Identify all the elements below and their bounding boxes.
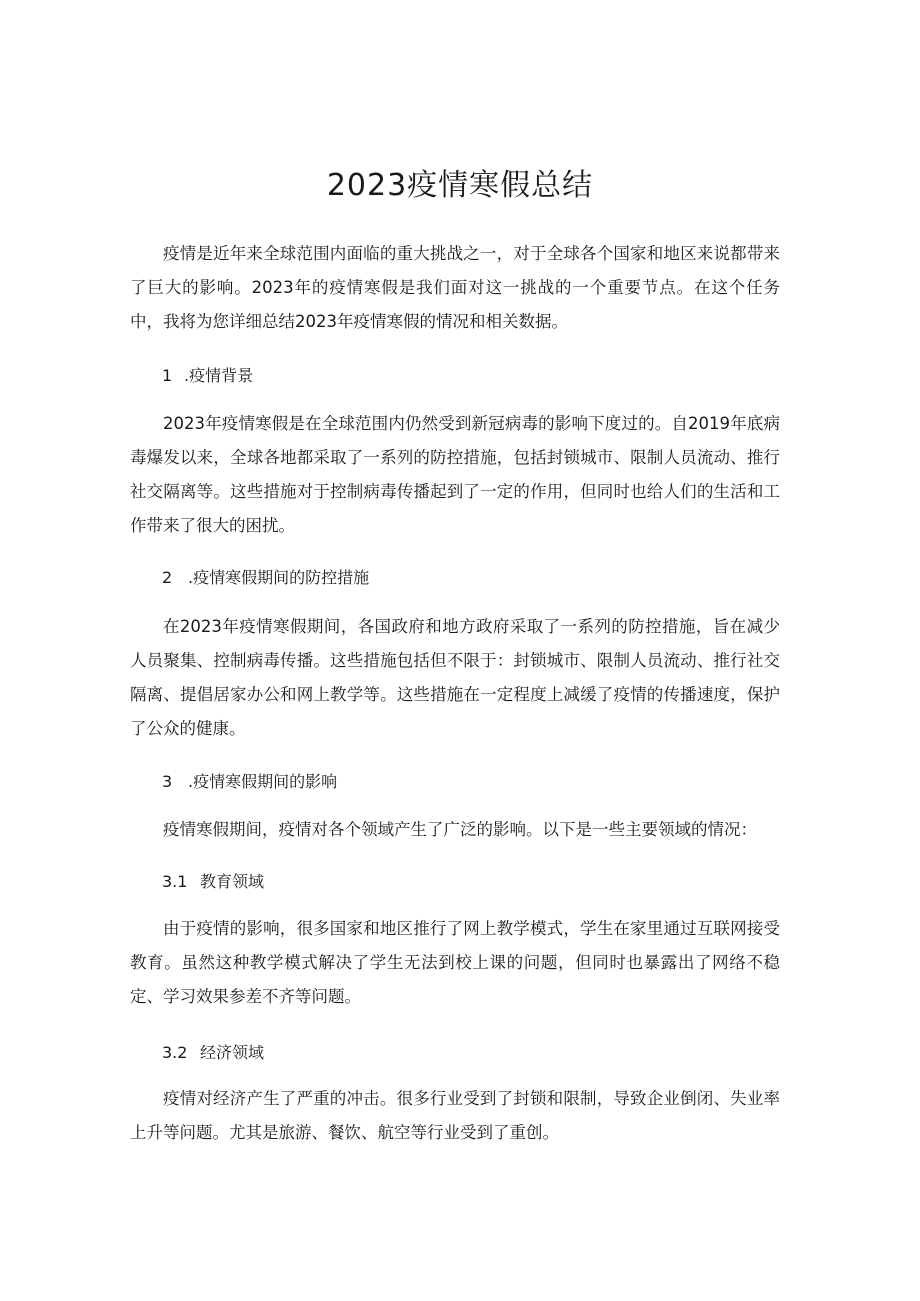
section-number: 1 [162,366,173,385]
subsection-body-3-1: 由于疫情的影响，很多国家和地区推行了网上教学模式，学生在家里通过互联网接受教育。虽然这种教学模式解决了学生无法到校上课的问题，但同时也暴露出了网络不稳定、学习效果参差不齐等问题。 [130,919,780,1006]
subsection-number: 3.2 [162,1043,188,1062]
section-body-2: 在2023年疫情寒假期间，各国政府和地方政府采取了一系列的防控措施，旨在减少人员聚集、控制病毒传播。这些措施包括但不限于：封锁城市、限制人员流动、推行社交隔离、提倡居家办公和网上教学等。这些措施在一定程度上减缓了疫情的传播速度，保护了公众的健康。 [130,617,780,738]
section-heading-2 [162,566,369,590]
document-title: 2023疫情寒假总结 [326,168,594,203]
subsection-body-3-2: 疫情对经济产生了严重的冲击。很多行业受到了封锁和限制，导致企业倒闭、失业率上升等问题。尤其是旅游、餐饮、航空等行业受到了重创。 [130,1089,780,1142]
section-number: 2 [162,568,173,587]
subsection-heading-text: 经济领域 [200,1043,265,1062]
subsection-number: 3.1 [162,872,188,891]
section-body-3: 疫情寒假期间，疫情对各个领域产生了广泛的影响。以下是一些主要领域的情况： [163,820,757,839]
subsection-heading-3-1 [162,870,264,894]
section-heading-text: .疫情背景 [184,366,254,385]
subsection-heading-3-2 [162,1041,264,1065]
section-number: 3 [162,772,173,791]
subsection-heading-text: 教育领域 [200,872,265,891]
intro-paragraph: 疫情是近年来全球范围内面临的重大挑战之一，对于全球各个国家和地区来说都带来了巨大的影响。2023年的疫情寒假是我们面对这一挑战的一个重要节点。在这个任务中，我将为您详细总结2023年疫情寒假的情况和相关数据。 [130,244,780,331]
section-heading-text: .疫情寒假期间的影响 [188,772,338,791]
section-body-1: 2023年疫情寒假是在全球范围内仍然受到新冠病毒的影响下度过的。自2019年底病毒爆发以来，全球各地都采取了一系列的防控措施，包括封锁城市、限制人员流动、推行社交隔离等。这些措施对于控制病毒传播起到了一定的作用，但同时也给人们的生活和工作带来了很大的困扰。 [130,414,780,535]
section-heading-1 [162,364,253,388]
section-heading-text: .疫情寒假期间的防控措施 [188,568,370,587]
section-heading-3 [162,770,337,794]
